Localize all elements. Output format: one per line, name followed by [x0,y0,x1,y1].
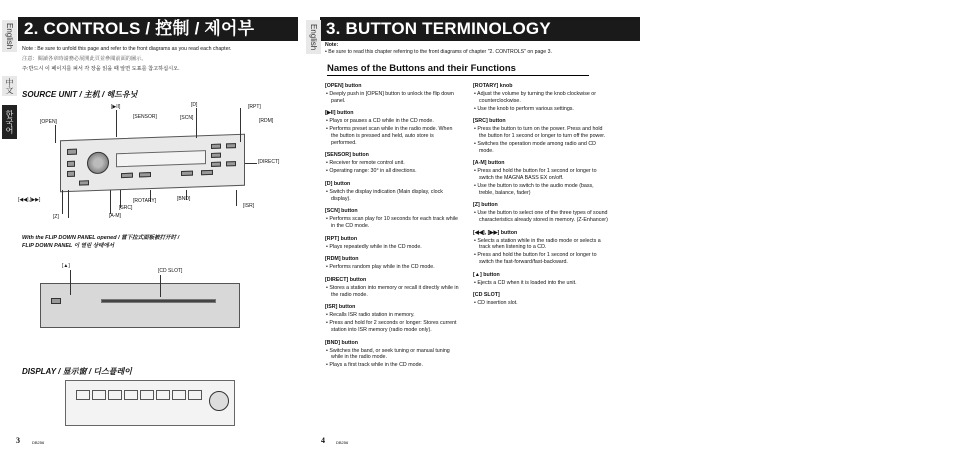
button-entry-title: [ROTARY] knob [473,83,513,89]
button-entry-description: • Press and hold the button for 1 second or longer to switch the fast-forward/fast-backward. [474,252,597,265]
button-entry-title: [SCN] button [325,208,358,215]
eject-button[interactable] [51,298,61,304]
callout-d: [D] [191,102,198,108]
lcd-z-icon [209,391,229,411]
flip-heading-1: With the FLIP DOWN PANEL opened / 當下拉式面板被打开时 / [22,235,180,241]
callout-bnd: [BND] [177,196,191,202]
controls-title: 2. CONTROLS / 控制 / 제어부 [18,17,298,41]
button-entry-title: [A-M] button [473,160,505,167]
button-entry-title: [OPEN] button [325,83,362,89]
terminology-title: 3. BUTTON TERMINOLOGY [320,17,640,41]
button-entry-description: • Use the knob to perform various settings. [474,105,574,112]
button-entry-title: [Z] button [473,202,498,209]
button-list-column-1 [325,83,460,369]
callout-sensor: [SENSOR] [133,114,157,120]
button-entry-title: [RDM] button [325,256,359,263]
callout-track: [◀◀],[▶▶] [18,197,41,203]
source-unit-heading: SOURCE UNIT / 主机 / 헤드유닛 [22,90,138,99]
button-entry-title: [SRC] button [473,118,506,125]
right-page-number: 4 [321,436,325,445]
left-page-code: DB256 [32,440,45,445]
button-entry-title: [CD SLOT] [473,292,500,299]
button-entry-description: • Stores a station into memory or recall it directly while in the radio mode. [326,285,459,298]
button-entry-description: • Press and hold the button for 1 second or longer to switch the MAGNA BASS EX on/off. [474,168,597,182]
rotary-knob[interactable] [87,152,109,175]
callout-cd-slot: [CD SLOT] [158,268,183,274]
button-entry-description: • Performs scan play for 10 seconds for each track while in the CD mode. [326,216,458,229]
button-entry-description: • Switches the operation mode among radio and CD mode. [474,141,596,154]
button-entry-description: • Selects a station while in the radio mode or selects a track when listening to a CD. [474,237,601,251]
display-heading: DISPLAY / 显示窗 / 디스플레이 [22,367,132,376]
names-subheading: Names of the Buttons and their Functions [327,63,589,76]
z-button[interactable] [79,180,89,185]
button-entry-description: • Use the button to switch to the audio mode (bass, treble, balance, fader) [474,183,594,196]
rpt-button[interactable] [226,143,236,148]
open-button[interactable] [67,149,77,155]
button-entry-description: • Press the button to turn on the power. Press and hold the button for 1 second or longer to turn off the power. [474,126,606,140]
bnd-button[interactable] [181,171,193,176]
button-entry-title: [ISR] button [325,304,356,311]
scn-button[interactable] [211,153,221,158]
button-entry-title: [▶II] button [325,110,354,117]
rdm-button[interactable] [211,162,221,167]
tab-chinese[interactable]: 中文 [2,76,17,96]
button-entry-title: [SENSOR] button [325,152,369,159]
callout-rotary: [ROTARY] [133,198,157,204]
right-page-code: DB256 [336,440,349,445]
callout-src: [SRC] [119,205,133,211]
callout-open: [OPEN] [40,119,57,125]
note-korean: 주:반드시 이 페이지를 펴서 각 장을 읽을 때 앞면 도표를 참고하십시오. [22,66,180,72]
button-entry-description: • Performs preset scan while in the radio mode. When the button is pressed and held, auto store is performed. [326,126,453,146]
button-entry-title: [DIRECT] button [325,276,367,283]
button-entry-description: • Switches the band, or seek tuning or manual tuning while in the radio mode. [326,347,450,361]
note-text: • Be sure to read this chapter referring to the front diagrams of chapter "2. CONTROLS" on page 3. [325,49,552,55]
note-english: Note : Be sure to unfold this page and refer to the front diagrams as you read each chapter. [22,46,232,52]
note-chinese: 注意：閱讀各章時請務必展開此頁並參閱前面的圖示。 [22,56,147,62]
track-forward-button[interactable] [67,171,75,177]
src-button[interactable] [121,173,133,178]
button-entry-description: • Use the button to select one of the three types of sound characteristics already stored in memory. (Z-Enhancer) [474,210,608,223]
callout-rpt: [RPT] [248,104,261,110]
button-entry-description: • Ejects a CD when it is loaded into the unit. [474,279,577,286]
callout-eject: [▲] [62,263,70,269]
button-entry-description: • Performs random play while in the CD mode. [326,264,435,271]
flip-heading-2: FLIP DOWN PANEL 이 열린 상태에서 [22,243,115,249]
button-entry-description: • Deeply push in [OPEN] button to unlock the flip down panel. [326,91,454,104]
lcd-diagram [65,380,235,426]
button-entry-description: • Plays or pauses a CD while in the CD mode. [326,118,434,125]
d-button[interactable] [211,144,221,149]
tab-english-right[interactable]: English [306,20,321,54]
callout-scn: [SCN] [180,115,194,121]
button-entry-description: • Plays repeatedly while in the CD mode. [326,243,422,250]
button-entry-title: [RPT] button [325,235,358,242]
button-entry-description: • Switch the display indication (Main display, clock display). [326,189,443,202]
note-label: Note: [325,42,339,48]
button-list-column-2 [473,83,608,307]
callout-play-pause: [▶II] [111,104,121,110]
tab-english[interactable]: English [2,20,17,52]
track-back-button[interactable] [67,161,75,167]
button-entry-description: • CD insertion slot. [474,300,518,307]
button-entry-description: • Recalls ISR radio station in memory. [326,312,415,319]
unit-display [116,150,206,167]
lcd-segments [76,387,204,405]
button-entry-description: • Operating range: 30° in all directions. [326,168,417,175]
left-page-number: 3 [16,436,20,445]
direct-button[interactable] [226,161,236,166]
button-entry-title: [D] button [325,181,351,188]
am-button[interactable] [139,172,151,177]
button-entry-description: • Press and hold for 2 seconds or longer: Stores current station into ISR memory (radio mode only). [326,320,457,334]
button-entry-description: • Plays a first track while in the CD mode. [326,362,423,369]
button-entry-title: [▲] button [473,271,500,278]
callout-rdm: [RDM] [259,118,274,124]
tab-korean[interactable]: 한국어 [2,105,17,139]
cd-slot[interactable] [101,299,216,303]
button-entry-title: [◀◀], [▶▶] button [473,229,518,236]
isr-button[interactable] [201,170,213,175]
callout-am: [A-M] [109,213,121,219]
button-entry-title: [BND] button [325,339,358,346]
callout-direct: [DIRECT] [258,159,280,165]
button-entry-description: • Adjust the volume by turning the knob clockwise or counterclockwise. [474,91,596,104]
callout-isr: [ISR] [243,203,255,209]
callout-z: [Z] [53,214,59,220]
head-unit-body [60,134,245,192]
button-entry-description: • Receiver for remote control unit. [326,160,405,167]
